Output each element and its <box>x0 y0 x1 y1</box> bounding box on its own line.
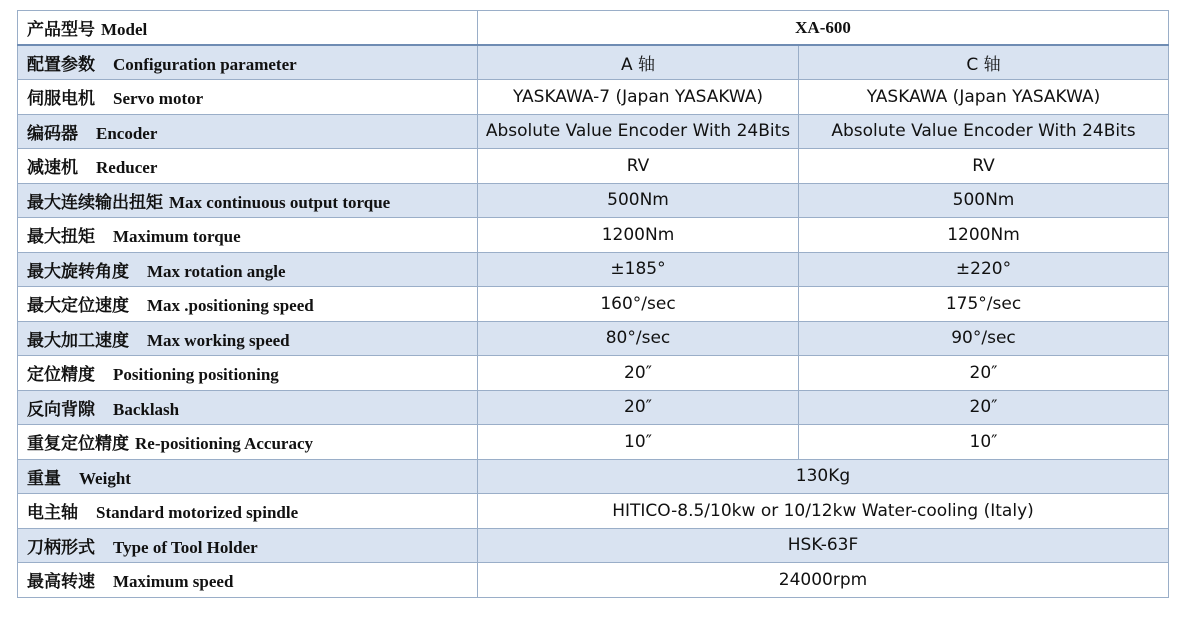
a-axis-value: Absolute Value Encoder With 24Bits <box>478 114 799 149</box>
model-value: XA-600 <box>478 11 1169 46</box>
label-en: Model <box>101 20 148 39</box>
a-axis-value: 160°/sec <box>478 287 799 322</box>
table-row <box>18 356 1169 391</box>
a-axis-value: 1200Nm <box>478 218 799 253</box>
c-axis-value: 175°/sec <box>799 287 1169 322</box>
table-row <box>18 563 1169 598</box>
table-row <box>18 183 1169 218</box>
a-axis-value: 10″ <box>478 425 799 460</box>
label-en: Max working speed <box>147 330 290 350</box>
c-axis-value: 1200Nm <box>799 218 1169 253</box>
table-row <box>18 45 1169 80</box>
label-zh: 反向背隙 <box>27 399 95 419</box>
table-row <box>18 390 1169 425</box>
label-en: Positioning positioning <box>113 365 279 385</box>
label-en: Backlash <box>113 399 180 419</box>
table-row <box>18 494 1169 529</box>
table-row <box>18 252 1169 287</box>
a-axis-value: 20″ <box>478 356 799 391</box>
c-axis-value: 10″ <box>799 425 1169 460</box>
merged-value: 130Kg <box>478 459 1169 494</box>
merged-value: HITICO-8.5/10kw or 10/12kw Water-cooling (Italy) <box>478 494 1169 529</box>
label-zh: 配置参数 <box>27 55 95 74</box>
label-zh: 最大加工速度 <box>27 330 129 350</box>
label-en: Max continuous output torque <box>169 192 391 212</box>
row-label <box>18 11 478 46</box>
table-row <box>18 459 1169 494</box>
label-en: Maximum speed <box>113 572 234 592</box>
a-axis-value: YASKAWA-7 (Japan YASAKWA) <box>478 80 799 115</box>
c-axis-value: 20″ <box>799 356 1169 391</box>
label-zh: 最大定位速度 <box>27 296 129 316</box>
label-en: Standard motorized spindle <box>96 503 299 523</box>
a-axis-value: 500Nm <box>478 183 799 218</box>
c-axis-value: C 轴 <box>799 45 1169 80</box>
c-axis-value: ±220° <box>799 252 1169 287</box>
table-row <box>18 425 1169 460</box>
label-zh: 最大旋转角度 <box>27 261 129 281</box>
label-en: Configuration parameter <box>113 55 297 74</box>
c-axis-value: 90°/sec <box>799 321 1169 356</box>
label-en: Type of Tool Holder <box>113 537 258 557</box>
label-zh: 伺服电机 <box>27 89 95 109</box>
label-zh: 最高转速 <box>27 572 95 592</box>
table-row <box>18 149 1169 184</box>
label-zh: 产品型号 <box>27 20 95 39</box>
c-axis-value: RV <box>799 149 1169 184</box>
table-row <box>18 528 1169 563</box>
table-row <box>18 287 1169 322</box>
c-axis-value: 500Nm <box>799 183 1169 218</box>
c-axis-value: Absolute Value Encoder With 24Bits <box>799 114 1169 149</box>
table-row <box>18 321 1169 356</box>
a-axis-value: A 轴 <box>478 45 799 80</box>
label-en: Reducer <box>96 158 158 178</box>
label-zh: 最大连续输出扭矩 <box>27 192 163 212</box>
label-zh: 编码器 <box>27 123 78 143</box>
label-en: Weight <box>79 468 131 488</box>
table-row-model <box>18 11 1169 46</box>
label-en: Maximum torque <box>113 227 241 247</box>
label-en: Max rotation angle <box>147 261 286 281</box>
label-zh: 减速机 <box>27 158 78 178</box>
label-zh: 刀柄形式 <box>27 537 95 557</box>
table-row <box>18 80 1169 115</box>
spec-table <box>17 10 1169 598</box>
label-zh: 最大扭矩 <box>27 227 95 247</box>
table-row <box>18 218 1169 253</box>
a-axis-value: 80°/sec <box>478 321 799 356</box>
label-en: Encoder <box>96 123 158 143</box>
label-zh: 电主轴 <box>27 503 78 523</box>
table-row <box>18 114 1169 149</box>
merged-value: 24000rpm <box>478 563 1169 598</box>
label-en: Re-positioning Accuracy <box>135 434 314 454</box>
label-zh: 重复定位精度 <box>27 434 129 454</box>
c-axis-value: 20″ <box>799 390 1169 425</box>
merged-value: HSK-63F <box>478 528 1169 563</box>
a-axis-value: RV <box>478 149 799 184</box>
a-axis-value: 20″ <box>478 390 799 425</box>
c-axis-value: YASKAWA (Japan YASAKWA) <box>799 80 1169 115</box>
label-zh: 定位精度 <box>27 365 95 385</box>
a-axis-value: ±185° <box>478 252 799 287</box>
label-zh: 重量 <box>27 468 61 488</box>
label-en: Max .positioning speed <box>147 296 314 316</box>
label-en: Servo motor <box>113 89 204 109</box>
